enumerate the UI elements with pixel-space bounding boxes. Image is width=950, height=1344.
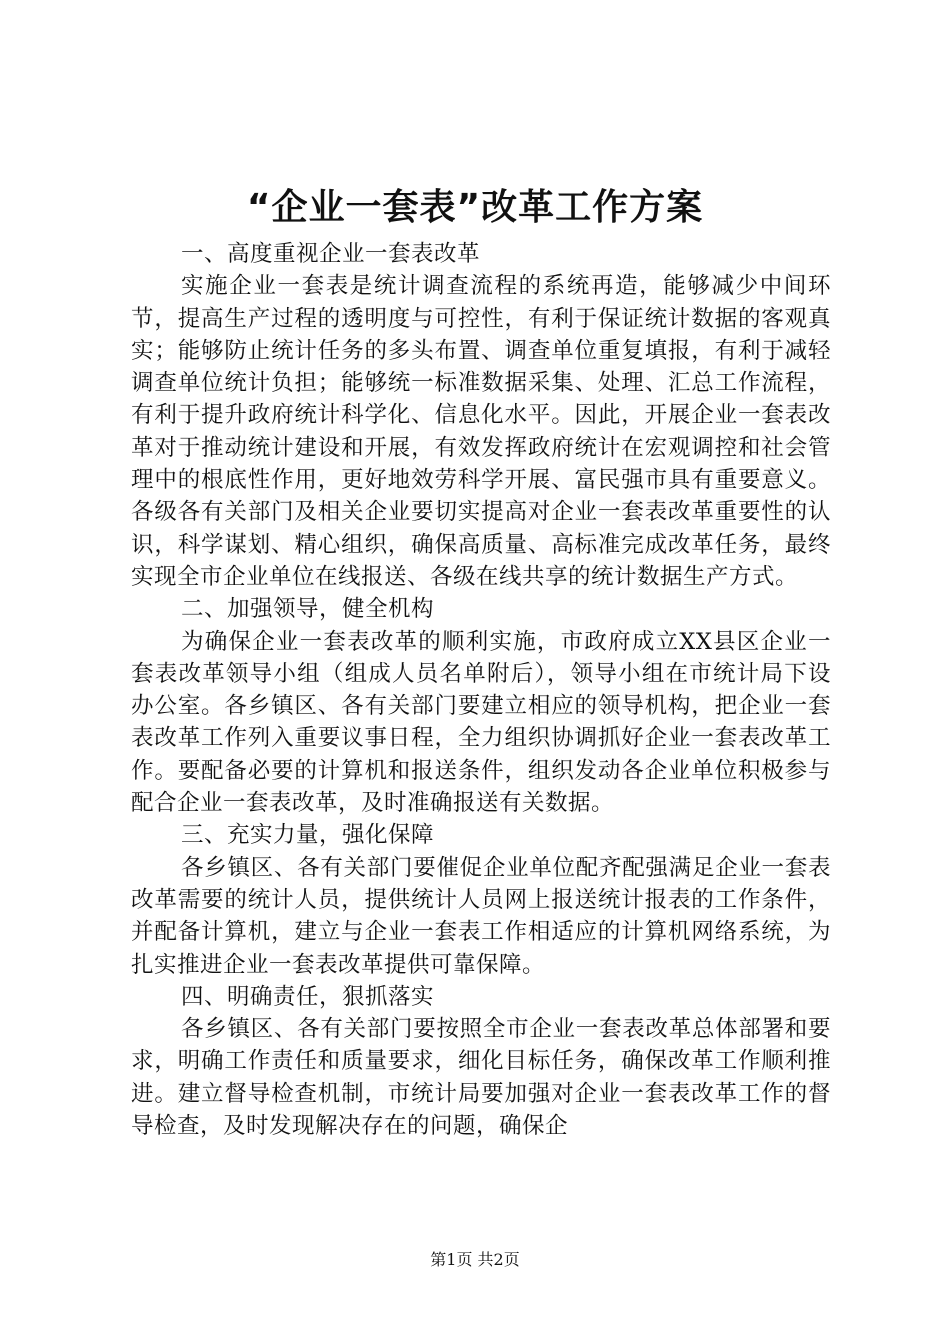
section-heading: 三、充实力量，强化保障	[181, 822, 435, 849]
section-paragraph: 为确保企业一套表改革的顺利实施，市政府成立XX县区企业一套表改革领导小组（组成人员名单附后），领导小组在市统计局下设办公室。各乡镇区、各有关部门要建立相应的领导机构，把企业一套表改革工作列入重要议事日程，全力组织协调抓好企业一套表改革工作。要配备必要的计算机和报送条件，组织发动各企业单位积极参与配合企业一套表改革，及时准确报送有关数据。	[131, 628, 831, 817]
document-title: “企业一套表”改革工作方案	[246, 187, 704, 228]
section-paragraph: 各乡镇区、各有关部门要按照全市企业一套表改革总体部署和要求，明确工作责任和质量要求，细化目标任务，确保改革工作顺利推进。建立督导检查机制，市统计局要加强对企业一套表改革工作的督导检查，及时发现解决存在的问题，确保企	[131, 1016, 831, 1140]
section-heading: 二、加强领导，健全机构	[181, 596, 435, 623]
section-paragraph: 实施企业一套表是统计调查流程的系统再造，能够减少中间环节，提高生产过程的透明度与可控性，有利于保证统计数据的客观真实；能够防止统计任务的多头布置、调查单位重复填报，有利于减轻调查单位统计负担；能够统一标准数据采集、处理、汇总工作流程，有利于提升政府统计科学化、信息化水平。因此，开展企业一套表改革对于推动统计建设和开展，有效发挥政府统计在宏观调控和社会管理中的根底性作用，更好地效劳科学开展、富民强市具有重要意义。各级各有关部门及相关企业要切实提高对企业一套表改革重要性的认识，科学谋划、精心组织，确保高质量、高标准完成改革任务，最终实现全市企业单位在线报送、各级在线共享的统计数据生产方式。	[131, 273, 831, 590]
section-heading: 四、明确责任，狠抓落实	[181, 983, 435, 1010]
section-paragraph: 各乡镇区、各有关部门要催促企业单位配齐配强满足企业一套表改革需要的统计人员，提供统计人员网上报送统计报表的工作条件，并配备计算机，建立与企业一套表工作相适应的计算机网络系统，为扎实推进企业一套表改革提供可靠保障。	[131, 854, 831, 978]
document-body	[131, 238, 831, 1142]
page-footer: 第1页 共2页	[430, 1250, 520, 1269]
section-heading: 一、高度重视企业一套表改革	[181, 241, 481, 267]
